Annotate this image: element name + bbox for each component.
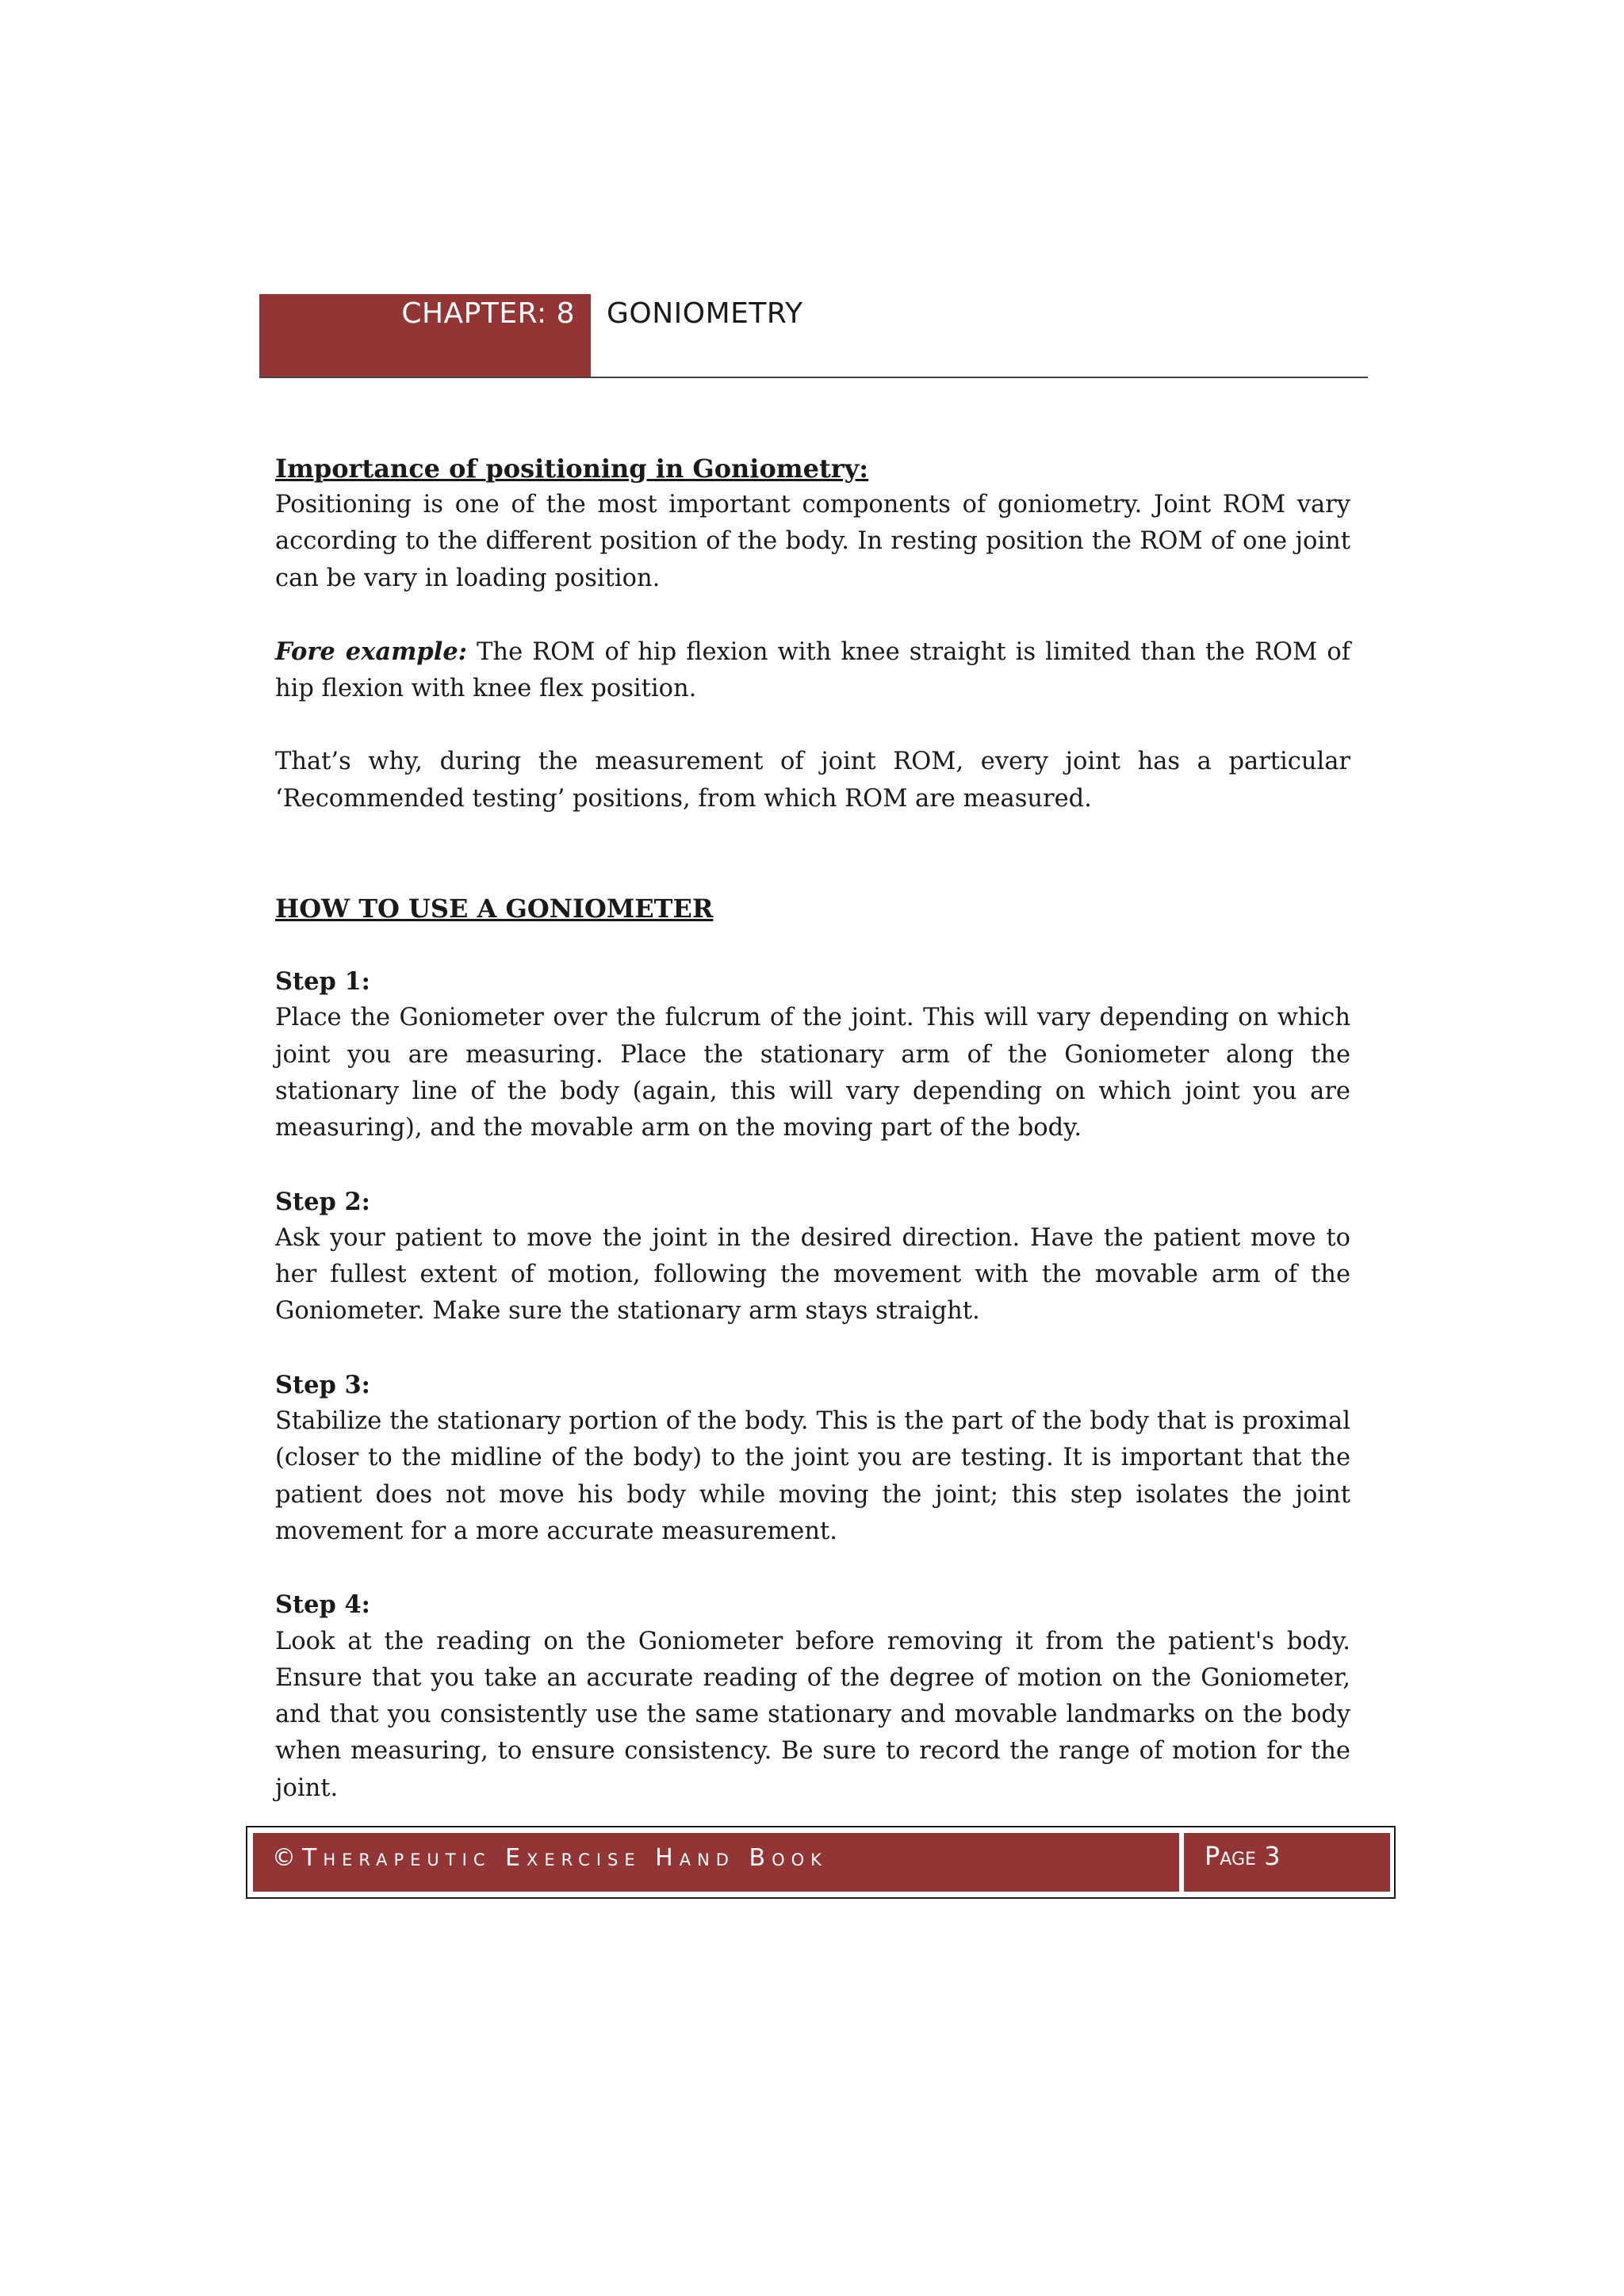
- step-4-label: Step 4:: [275, 1590, 370, 1620]
- chapter-title: GONIOMETRY: [607, 297, 803, 330]
- paragraph-example: [275, 633, 1350, 708]
- footer-book-title: ©Therapeutic Exercise Hand Book: [272, 1844, 828, 1872]
- header-divider: [259, 377, 1368, 378]
- paragraph-recommended-testing: That’s why, during the measurement of joint ROM, every joint has a particular ‘Recommended testing’ positions, from which ROM are measured.: [275, 748, 1350, 813]
- footer-book-title-box: [253, 1833, 1179, 1892]
- step-3-label: Step 3:: [275, 1370, 370, 1399]
- section-heading-how-to-use: HOW TO USE A GONIOMETER: [275, 894, 714, 924]
- step-1-label: Step 1:: [275, 967, 370, 997]
- chapter-label: CHAPTER: 8: [401, 297, 575, 330]
- chapter-label-box: [259, 294, 591, 377]
- page-footer: [246, 1826, 1396, 1899]
- page-content: [275, 450, 1350, 1807]
- example-text: The ROM of hip flexion with knee straight is limited than the ROM of hip flexion with knee flex position.: [275, 637, 1351, 703]
- step-2-label: Step 2:: [275, 1187, 370, 1216]
- step-4-text: Look at the reading on the Goniometer before removing it from the patient's body. Ensure that you take an accurate reading of the degree of motion on the Goniometer, and that you consistently use the same stationary and movable landmarks on the body when measuring, to ensure consistency. Be sure to record the range of motion for the joint.: [275, 1627, 1350, 1802]
- step-3-text: Stabilize the stationary portion of the body. This is the part of the body that is proximal (closer to the midline of the body) to the joint you are testing. It is important that the patient does not move his body while moving the joint; this step isolates the joint movement for a more accurate measurement.: [275, 1407, 1350, 1545]
- chapter-header: [259, 294, 1368, 377]
- example-lead: Fore example:: [275, 637, 468, 666]
- page-number: Page 3: [1205, 1841, 1281, 1871]
- section-heading-positioning: Importance of positioning in Goniometry:: [275, 453, 869, 484]
- step-2-text: Ask your patient to move the joint in the desired direction. Have the patient move to her fullest extent of motion, following the movement with the movable arm of the Goniometer. Make sure the stationary arm stays straight.: [275, 1223, 1350, 1326]
- step-1-text: Place the Goniometer over the fulcrum of the joint. This will vary depending on which joint you are measuring. Place the stationary arm of the Goniometer along the stationary line of the body (again, this will vary depending on which joint you are measuring), and the movable arm on the moving part of the body.: [275, 1004, 1350, 1142]
- paragraph-positioning: Positioning is one of the most important components of goniometry. Joint ROM vary according to the different position of the body. In resting position the ROM of one joint can be vary in loading position.: [275, 491, 1350, 592]
- footer-page-box: [1184, 1833, 1390, 1892]
